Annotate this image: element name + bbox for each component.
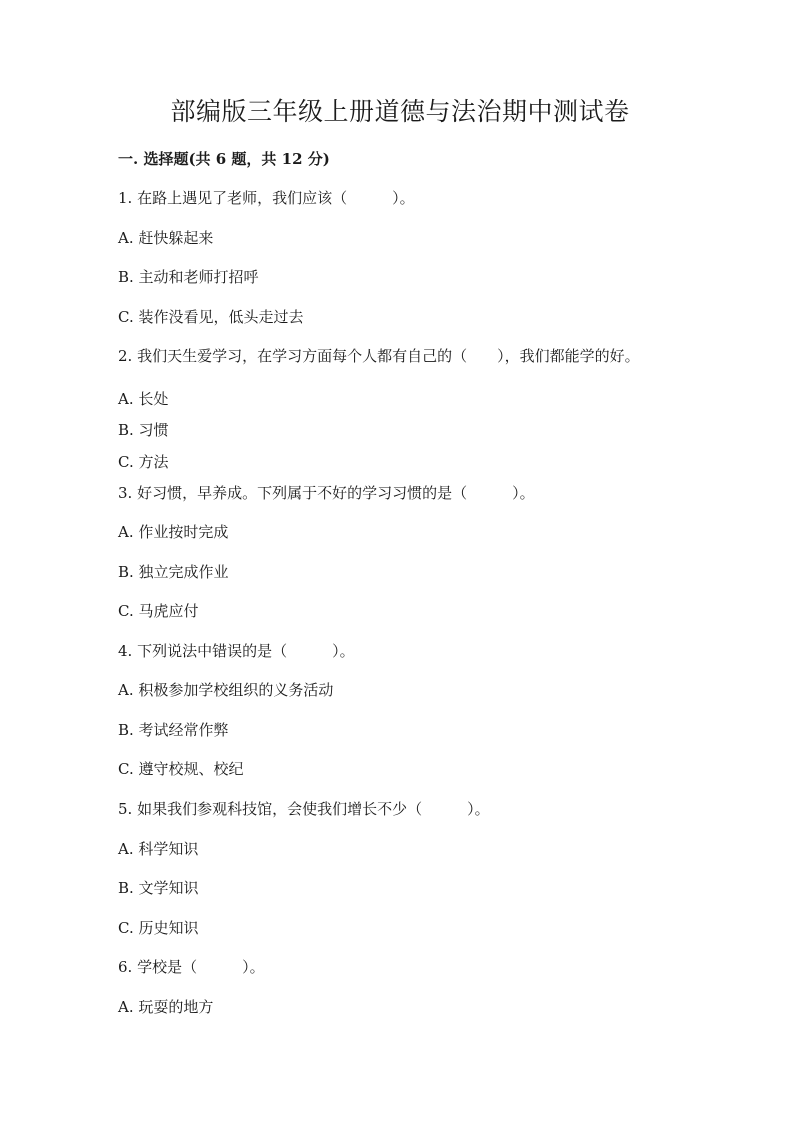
section-header: 一. 选择题(共 6 题，共 12 分)	[118, 150, 330, 168]
question-4-stem: 4. 下列说法中错误的是（ ）。	[118, 642, 355, 660]
question-6-stem: 6. 学校是（ ）。	[118, 958, 265, 976]
question-1-option-b: B. 主动和老师打招呼	[118, 268, 259, 286]
question-2-stem: 2. 我们天生爱学习，在学习方面每个人都有自己的（ ），我们都能学的好。	[118, 347, 640, 365]
question-5-stem: 5. 如果我们参观科技馆，会使我们增长不少（ ）。	[118, 800, 490, 818]
question-1-stem: 1. 在路上遇见了老师，我们应该（ ）。	[118, 189, 415, 207]
question-5-option-a: A. 科学知识	[118, 840, 199, 858]
question-3-option-c: C. 马虎应付	[118, 602, 199, 620]
question-6-option-a: A. 玩耍的地方	[118, 998, 214, 1016]
question-3-option-a: A. 作业按时完成	[118, 523, 229, 541]
question-3-stem: 3. 好习惯，早养成。下列属于不好的学习习惯的是（ ）。	[118, 484, 535, 502]
page-title: 部编版三年级上册道德与法治期中测试卷	[170, 97, 630, 126]
question-4-option-c: C. 遵守校规、校纪	[118, 760, 244, 778]
question-1-option-c: C. 装作没看见，低头走过去	[118, 308, 304, 326]
question-5-option-c: C. 历史知识	[118, 919, 199, 937]
question-4-option-b: B. 考试经常作弊	[118, 721, 229, 739]
question-5-option-b: B. 文学知识	[118, 879, 199, 897]
question-2-option-c: C. 方法	[118, 453, 169, 471]
question-3-option-b: B. 独立完成作业	[118, 563, 229, 581]
question-2-option-a: A. 长处	[118, 390, 169, 408]
question-4-option-a: A. 积极参加学校组织的义务活动	[118, 681, 334, 699]
question-2-option-b: B. 习惯	[118, 421, 169, 439]
question-1-option-a: A. 赶快躲起来	[118, 229, 214, 247]
